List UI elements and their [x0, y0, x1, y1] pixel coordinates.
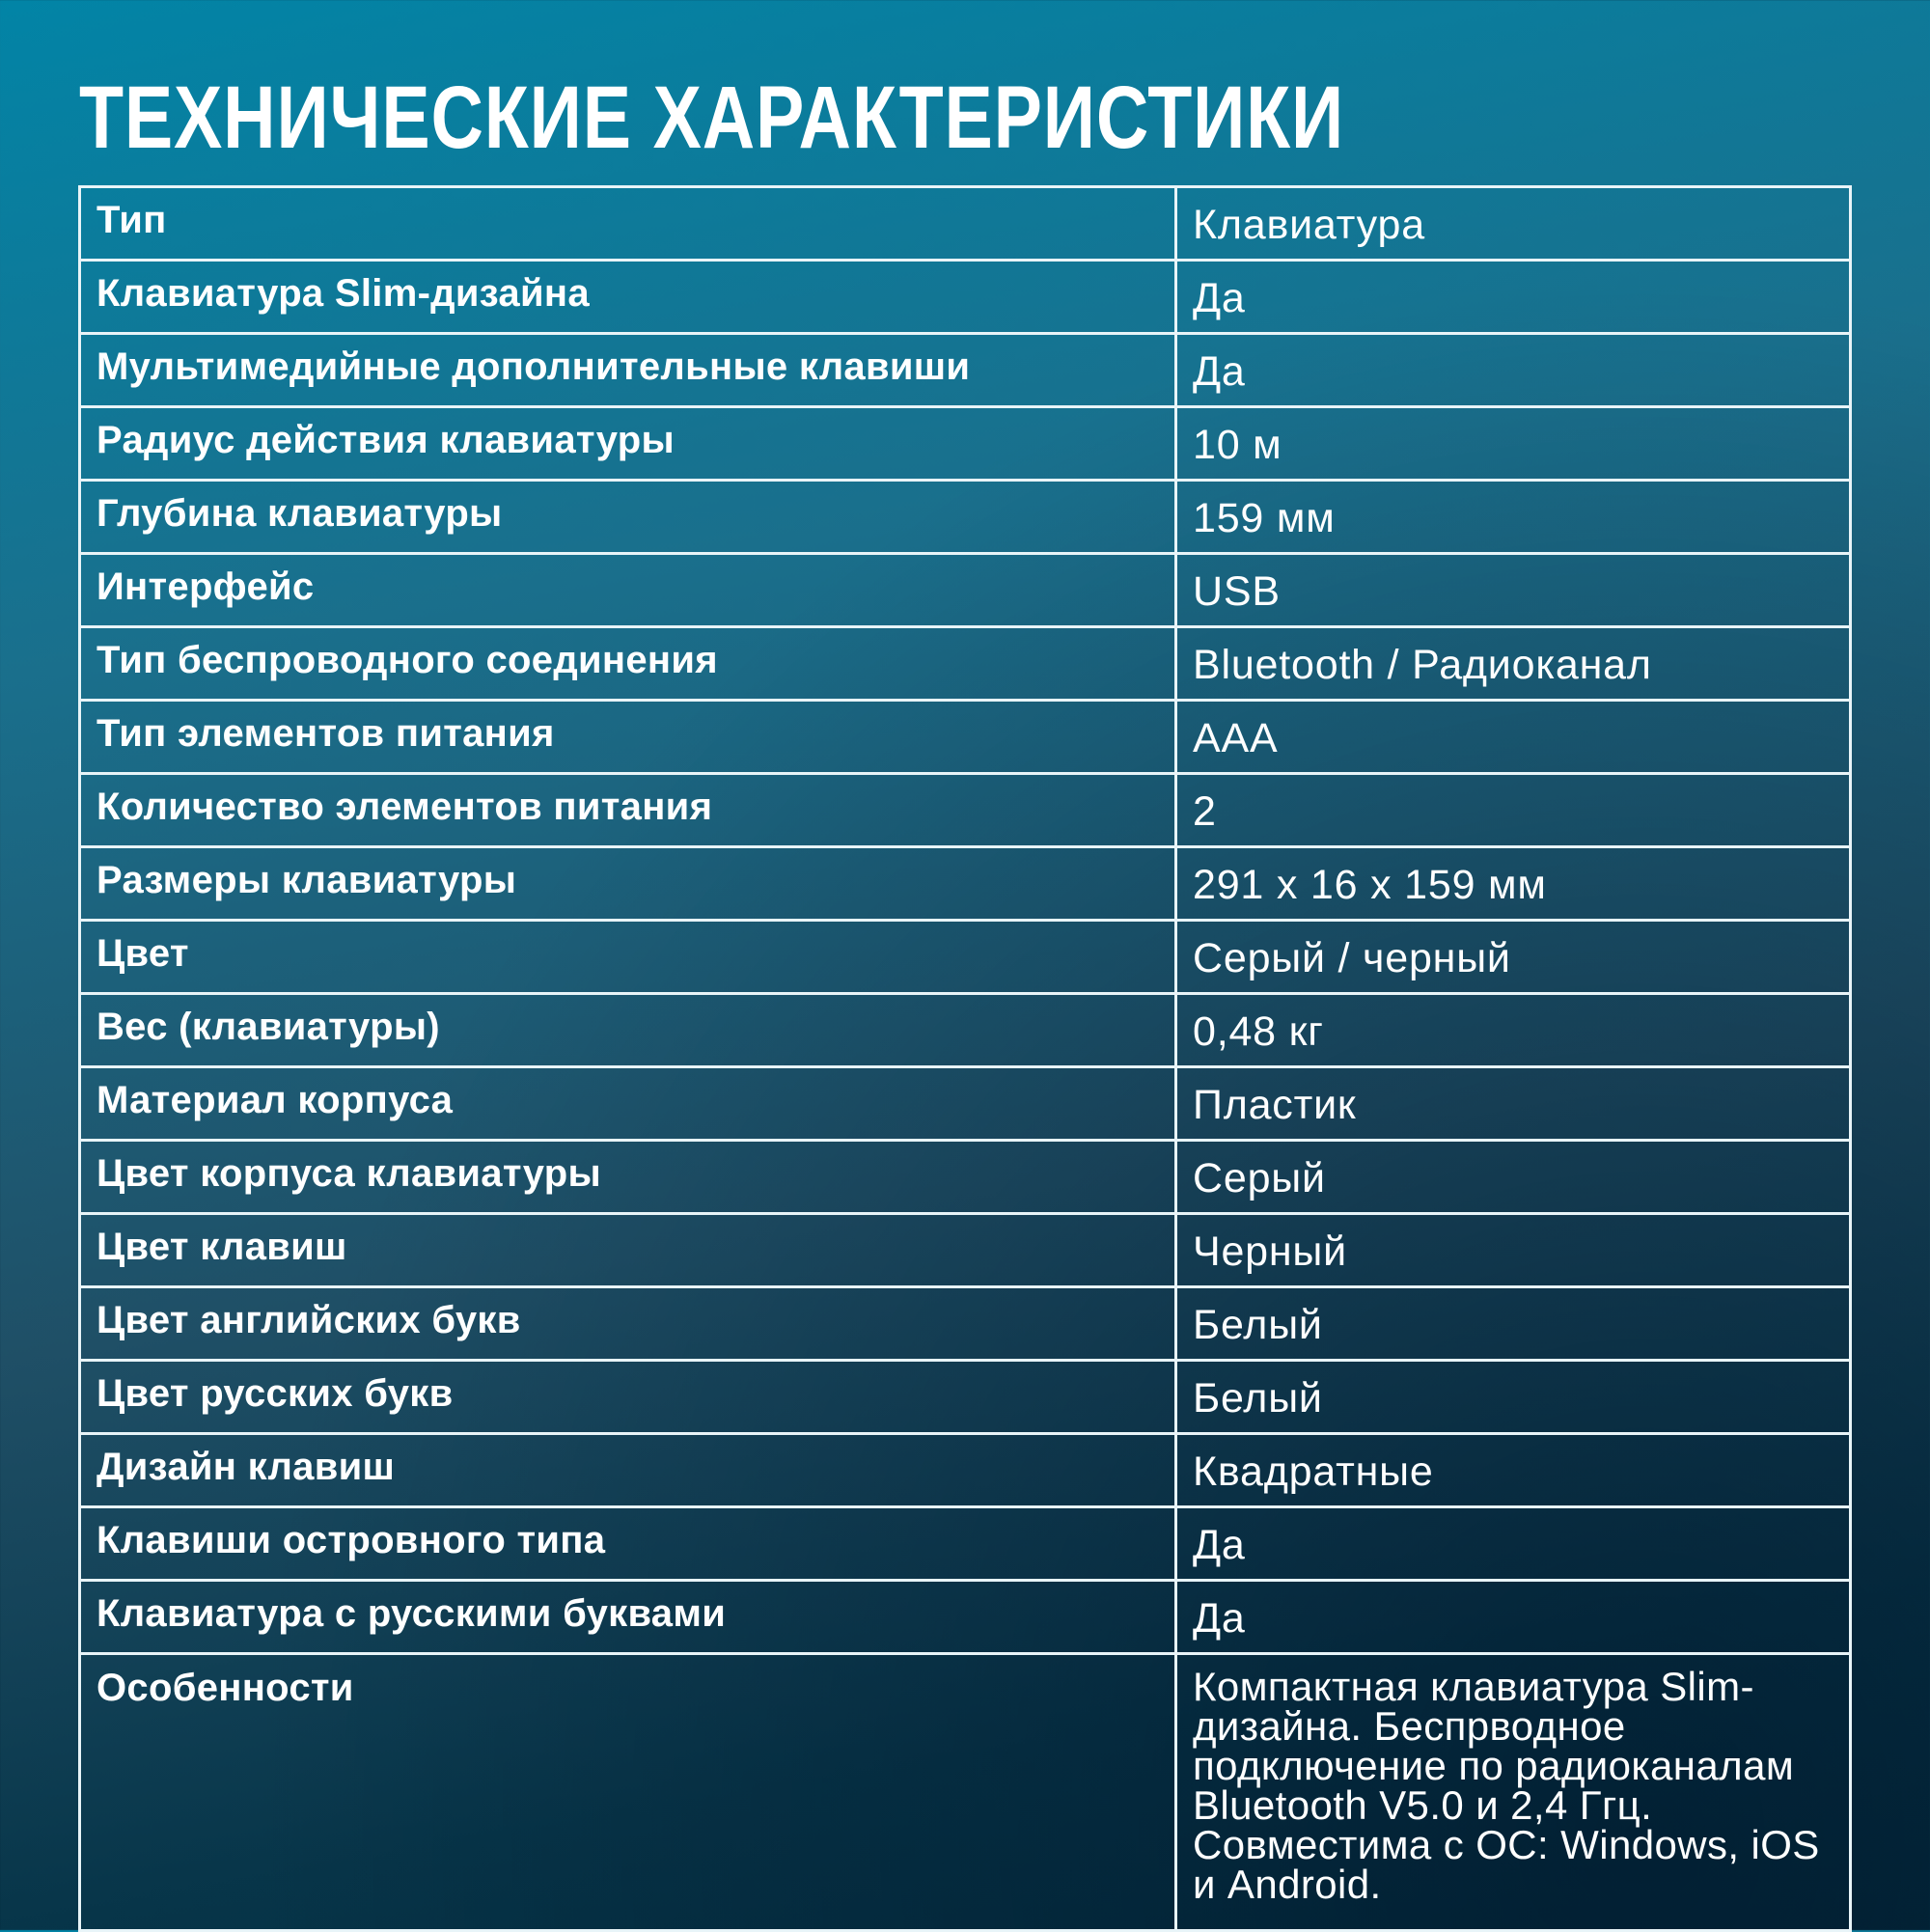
- spec-label: Размеры клавиатуры: [80, 847, 1176, 921]
- spec-row-english-letters-color: [80, 1287, 1851, 1361]
- spec-label: Цвет английских букв: [80, 1287, 1176, 1361]
- spec-label: Особенности: [80, 1654, 1176, 1931]
- spec-value: Да: [1176, 1507, 1851, 1581]
- spec-value: Черный: [1176, 1214, 1851, 1287]
- spec-value: 291 x 16 x 159 мм: [1176, 847, 1851, 921]
- spec-row-features: [80, 1654, 1851, 1931]
- spec-value: 2: [1176, 774, 1851, 847]
- spec-label: Материал корпуса: [80, 1067, 1176, 1141]
- spec-value: Да: [1176, 261, 1851, 334]
- spec-row-slim-design: [80, 261, 1851, 334]
- spec-label: Глубина клавиатуры: [80, 481, 1176, 554]
- spec-value: 159 мм: [1176, 481, 1851, 554]
- spec-row-wireless-type: [80, 627, 1851, 701]
- spec-value: Квадратные: [1176, 1434, 1851, 1507]
- spec-value: USB: [1176, 554, 1851, 627]
- spec-value: Белый: [1176, 1361, 1851, 1434]
- spec-label: Тип элементов питания: [80, 701, 1176, 774]
- spec-value: Компактная клавиатура Slim-дизайна. Беспрводное подключение по радиоканалам Bluetooth V5.0 и 2,4 Ггц. Совместима с ОС: Windows, iOS и Android.: [1176, 1654, 1851, 1931]
- spec-row-island-keys: [80, 1507, 1851, 1581]
- spec-value: Серый: [1176, 1141, 1851, 1214]
- spec-row-battery-count: [80, 774, 1851, 847]
- spec-row-key-design: [80, 1434, 1851, 1507]
- spec-label: Мультимедийные дополнительные клавиши: [80, 334, 1176, 407]
- spec-value: Белый: [1176, 1287, 1851, 1361]
- spec-label: Цвет: [80, 921, 1176, 994]
- spec-row-interface: [80, 554, 1851, 627]
- spec-row-depth: [80, 481, 1851, 554]
- spec-label: Вес (клавиатуры): [80, 994, 1176, 1067]
- spec-row-body-material: [80, 1067, 1851, 1141]
- spec-label: Радиус действия клавиатуры: [80, 407, 1176, 481]
- spec-value: Да: [1176, 1581, 1851, 1654]
- spec-value: AAA: [1176, 701, 1851, 774]
- spec-row-body-color: [80, 1141, 1851, 1214]
- page-title: ТЕХНИЧЕСКИЕ ХАРАКТЕРИСТИКИ: [79, 69, 1345, 167]
- spec-value: Да: [1176, 334, 1851, 407]
- spec-label: Цвет корпуса клавиатуры: [80, 1141, 1176, 1214]
- spec-row-range: [80, 407, 1851, 481]
- spec-label: Тип: [80, 187, 1176, 261]
- spec-row-multimedia-keys: [80, 334, 1851, 407]
- spec-label: Цвет русских букв: [80, 1361, 1176, 1434]
- spec-label: Клавиатура Slim-дизайна: [80, 261, 1176, 334]
- spec-row-key-color: [80, 1214, 1851, 1287]
- spec-row-weight: [80, 994, 1851, 1067]
- spec-row-type: [80, 187, 1851, 261]
- spec-row-dimensions: [80, 847, 1851, 921]
- spec-label: Клавиши островного типа: [80, 1507, 1176, 1581]
- spec-value: Серый / черный: [1176, 921, 1851, 994]
- spec-row-battery-type: [80, 701, 1851, 774]
- spec-row-russian-letters: [80, 1581, 1851, 1654]
- spec-label: Дизайн клавиш: [80, 1434, 1176, 1507]
- spec-value: Bluetooth / Радиоканал: [1176, 627, 1851, 701]
- spec-label: Количество элементов питания: [80, 774, 1176, 847]
- spec-row-color: [80, 921, 1851, 994]
- spec-value: 0,48 кг: [1176, 994, 1851, 1067]
- spec-value: Клавиатура: [1176, 187, 1851, 261]
- spec-label: Тип беспроводного соединения: [80, 627, 1176, 701]
- spec-row-russian-letters-color: [80, 1361, 1851, 1434]
- spec-value: Пластик: [1176, 1067, 1851, 1141]
- spec-value: 10 м: [1176, 407, 1851, 481]
- spec-label: Клавиатура с русскими буквами: [80, 1581, 1176, 1654]
- spec-label: Интерфейс: [80, 554, 1176, 627]
- spec-table: [78, 185, 1852, 1932]
- spec-label: Цвет клавиш: [80, 1214, 1176, 1287]
